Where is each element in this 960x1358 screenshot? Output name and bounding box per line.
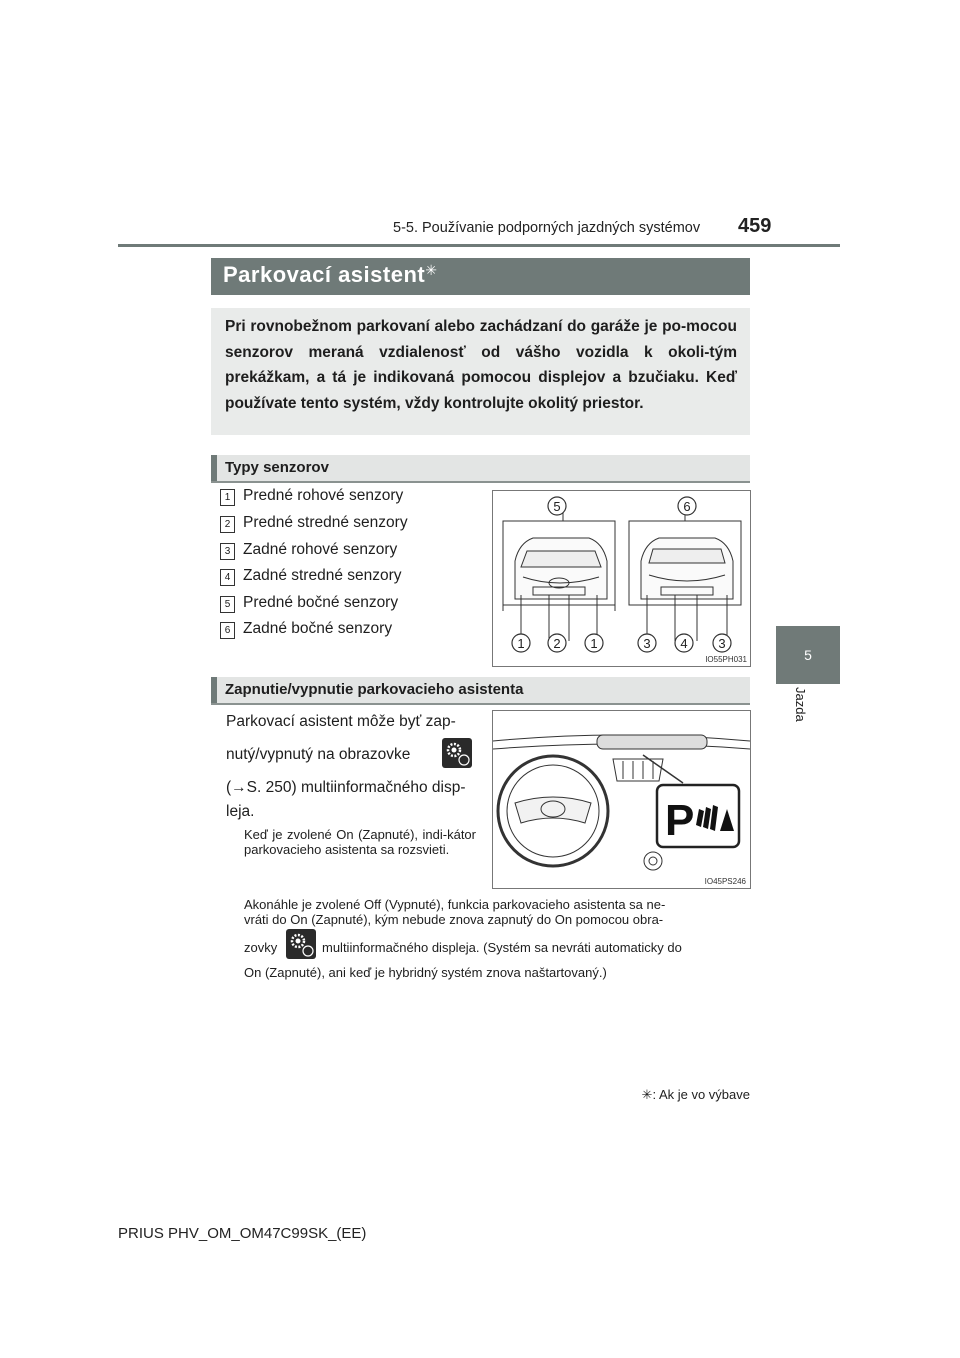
item-number-box: 1 [220,489,235,506]
note-off-line: Akonáhle je zvolené Off (Vypnuté), funkcia parkovacieho asistenta sa ne- [244,897,666,912]
callout-label: 6 [683,499,691,514]
callout-label: 2 [553,636,561,651]
list-item: Predné stredné senzory [243,514,408,531]
section-heading-sensor-types [211,455,750,483]
figure-code: IO55PH031 [705,655,747,664]
body-paragraph-line: Parkovací asistent môže byť zap- [226,713,456,730]
settings-gear-icon [286,929,316,959]
body-paragraph-line: nutý/vypnutý na obrazovke [226,746,411,763]
sensor-diagram [492,490,751,667]
page-number: 459 [738,215,772,237]
parking-indicator-letter: P [665,796,695,845]
document-footer: PRIUS PHV_OM_OM47C99SK_(EE) [118,1225,367,1242]
page-title-bar [211,258,750,295]
chapter-label-text: Jazda [793,687,808,722]
callout-label: 3 [643,636,651,651]
note-off-line: zovky [244,940,278,955]
running-header-title: 5-5. Používanie podporných jazdných systémov [393,220,701,236]
list-item: Zadné rohové senzory [243,541,398,558]
section-heading-text: Typy senzorov [225,459,329,476]
item-number-box: 5 [220,596,235,613]
gear-icon-svg [442,738,472,768]
footnote: ✳: Ak je vo výbave [641,1087,750,1102]
sensor-diagram-svg [493,491,750,666]
callout-label: 4 [680,636,688,651]
option-star-icon: ✳ [425,262,438,278]
intro-box [211,308,750,435]
list-item: Zadné stredné senzory [243,567,402,584]
note-off-line: multiinformačného displeja. (Systém sa nevráti automaticky do [322,940,682,955]
intro-text: Pri rovnobežnom parkovaní alebo zachádzaní do garáže je po-mocou senzorov meraná vzdialenosť od vášho vozidla k okoli-tým prekážkam, a tá je indikovaná pomocou displejov a bzučiaku. Keď používate tento systém, vždy kontrolujte okolitý priestor. [225,318,737,412]
section-marker [211,455,217,481]
section-marker [211,677,217,703]
item-number-box: 3 [220,543,235,560]
chapter-label [790,685,810,745]
note-off-line: vráti do On (Zapnuté), kým nebude znova zapnutý do On pomocou obra- [244,912,664,927]
callout-label: 3 [718,636,726,651]
section-heading-on-off [211,677,750,705]
callout-label: 1 [590,636,598,651]
body-paragraph-line: (→S. 250) multiinformačného disp- [226,779,466,796]
item-number-box: 2 [220,516,235,533]
list-item: Predné rohové senzory [243,487,404,504]
item-number-box: 4 [220,569,235,586]
figure-code: IO45PS246 [704,877,746,886]
chapter-tab: 5 [776,626,840,684]
header-rule [118,244,840,247]
page-title-text: Parkovací asistent [223,262,426,287]
gear-icon-svg [286,929,316,959]
page-title [223,262,437,288]
note-off-line: On (Zapnuté), ani keď je hybridný systém znova naštartovaný.) [244,965,607,980]
settings-gear-icon [442,738,472,768]
body-paragraph-line: leja. [226,803,255,820]
list-item: Zadné bočné senzory [243,620,393,637]
callout-label: 1 [517,636,525,651]
note-on: Keď je zvolené On (Zapnuté), indi-kátor parkovacieho asistenta sa rozsvieti. [244,827,476,857]
callout-label: 5 [553,499,561,514]
list-item: Predné bočné senzory [243,594,399,611]
item-number-box: 6 [220,622,235,639]
dashboard-figure [492,710,751,889]
section-heading-text: Zapnutie/vypnutie parkovacieho asistenta [225,681,524,698]
dashboard-svg [493,711,750,888]
